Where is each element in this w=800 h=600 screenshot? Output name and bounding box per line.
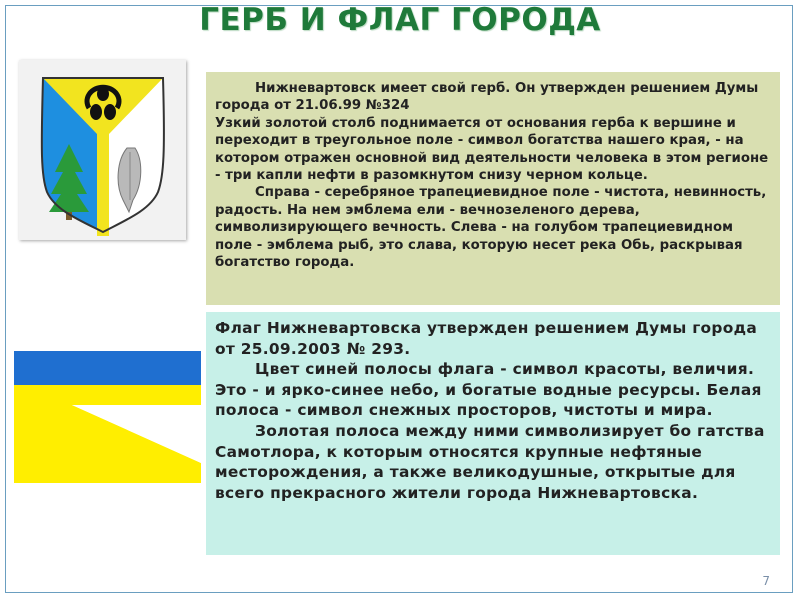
coat-paragraph-1: Нижневартовск имеет свой герб. Он утвержден решением Думы города от 21.06.99 №324: [215, 81, 759, 114]
coat-paragraph-3: Справа - серебряное трапециевидное поле - чистота, невинность, радость. На нем эмблема ели - вечнозеленого дерева, символизирующего вечность. Слева - на голубом трапециевидном поле - эмблема рыб, это слава, которую несет река Обь, раскрывая богатство города.: [215, 185, 767, 271]
flag-icon: [14, 351, 201, 483]
coat-paragraph-2: Узкий золотой столб поднимается от основания герба к вершине и переходит в треугольное поле - символ богатства нашего края, - на котором отражен основной вид деятельности человека в этом регионе - три капли нефти в разомкнутом снизу черном кольце.: [215, 115, 769, 184]
flag-paragraph-1: Флаг Нижневартовска утвержден решением Думы города от 25.09.2003 № 293.: [215, 319, 758, 358]
flag-description-box: [206, 312, 780, 555]
flag-paragraph-2: Цвет синей полосы флага - символ красоты, величия. Это - и ярко-синее небо, и богатые водные ресурсы. Белая полоса - символ снежных просторов, чистоты и мира.: [215, 360, 762, 420]
coat-of-arms-image: [19, 60, 186, 240]
page-number: 7: [762, 574, 770, 588]
flag-paragraph-3: Золотая полоса между ними символизирует бо гатства Самотлора, к которым относятся крупные нефтяные месторождения, а также великодушные, открытые для всего прекрасного жители города Нижневартовска.: [215, 421, 765, 502]
coat-of-arms-icon: [19, 60, 186, 240]
coat-description-box: [206, 72, 780, 305]
page-title: ГЕРБ И ФЛАГ ГОРОДА: [199, 2, 601, 38]
city-flag-image: [14, 351, 201, 483]
